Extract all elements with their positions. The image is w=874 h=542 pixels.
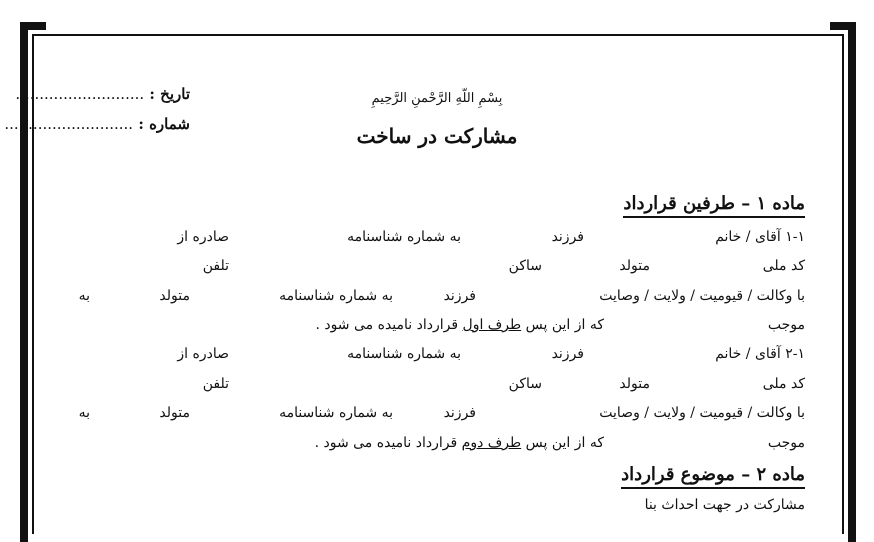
party2-designation-post: قرارداد نامیده می شود . xyxy=(314,435,458,451)
page-border-gap xyxy=(46,22,830,32)
party1-designation xyxy=(315,317,604,333)
date-field xyxy=(15,85,190,103)
party2-designation xyxy=(315,435,604,451)
party1-designation-post: قرارداد نامیده می شود . xyxy=(315,317,459,333)
party2-r3-b: فرزند xyxy=(443,405,476,421)
party1-r3-e: به xyxy=(78,288,90,304)
party2-r1-d: صادره از xyxy=(177,346,229,362)
party2-designation-term: طرف دوم xyxy=(461,435,522,451)
party2-r2-b: متولد xyxy=(619,376,650,392)
party1-r3-b: فرزند xyxy=(443,288,476,304)
bismillah: بِسْمِ اللّهِ الرَّحْمنِ الرَّحِيمِ xyxy=(371,91,503,106)
document-title: مشارکت در ساخت xyxy=(356,124,518,148)
party1-designation-pre: که از این پس xyxy=(525,317,604,333)
party2-r3-a: با وکالت / قیومیت / ولایت / وصایت xyxy=(599,405,805,421)
article-1-heading: ماده ۱ – طرفین قرارداد xyxy=(623,193,805,218)
party1-designation-term: طرف اول xyxy=(462,317,522,333)
party2-r1-b: فرزند xyxy=(551,346,584,362)
date-label: تاریخ : xyxy=(149,85,190,103)
article-2-heading: ماده ۲ – موضوع قرارداد xyxy=(621,464,805,489)
party2-r3-d: متولد xyxy=(159,405,190,421)
party1-r1-c: به شماره شناسنامه xyxy=(347,229,461,245)
party1-r2-a: کد ملی xyxy=(762,258,805,274)
party2-r2-a: کد ملی xyxy=(762,376,805,392)
page-border-inner xyxy=(32,34,844,534)
party2-r3-c: به شماره شناسنامه xyxy=(279,405,393,421)
party1-r2-c: ساکن xyxy=(508,258,542,274)
party1-r1-a: ۱-۱ آقای / خانم xyxy=(715,229,805,245)
party2-r4-a: موجب xyxy=(767,435,805,451)
date-dots: ........................... xyxy=(15,85,145,103)
party1-r2-b: متولد xyxy=(619,258,650,274)
party1-r3-c: به شماره شناسنامه xyxy=(279,288,393,304)
party1-r3-d: متولد xyxy=(159,288,190,304)
number-field xyxy=(4,115,190,133)
number-dots: ........................... xyxy=(4,115,134,133)
party2-r1-c: به شماره شناسنامه xyxy=(347,346,461,362)
party1-r2-d: تلفن xyxy=(202,258,229,274)
article-2-text: مشارکت در جهت احداث بنا xyxy=(644,497,805,513)
party2-designation-pre: که از این پس xyxy=(525,435,604,451)
party2-r2-c: ساکن xyxy=(508,376,542,392)
number-label: شماره : xyxy=(138,115,190,133)
party1-r4-a: موجب xyxy=(767,317,805,333)
party2-r3-e: به xyxy=(78,405,90,421)
party1-r1-b: فرزند xyxy=(551,229,584,245)
party1-r3-a: با وکالت / قیومیت / ولایت / وصایت xyxy=(599,288,805,304)
party1-r1-d: صادره از xyxy=(177,229,229,245)
party2-r2-d: تلفن xyxy=(202,376,229,392)
party2-r1-a: ۲-۱ آقای / خانم xyxy=(715,346,805,362)
